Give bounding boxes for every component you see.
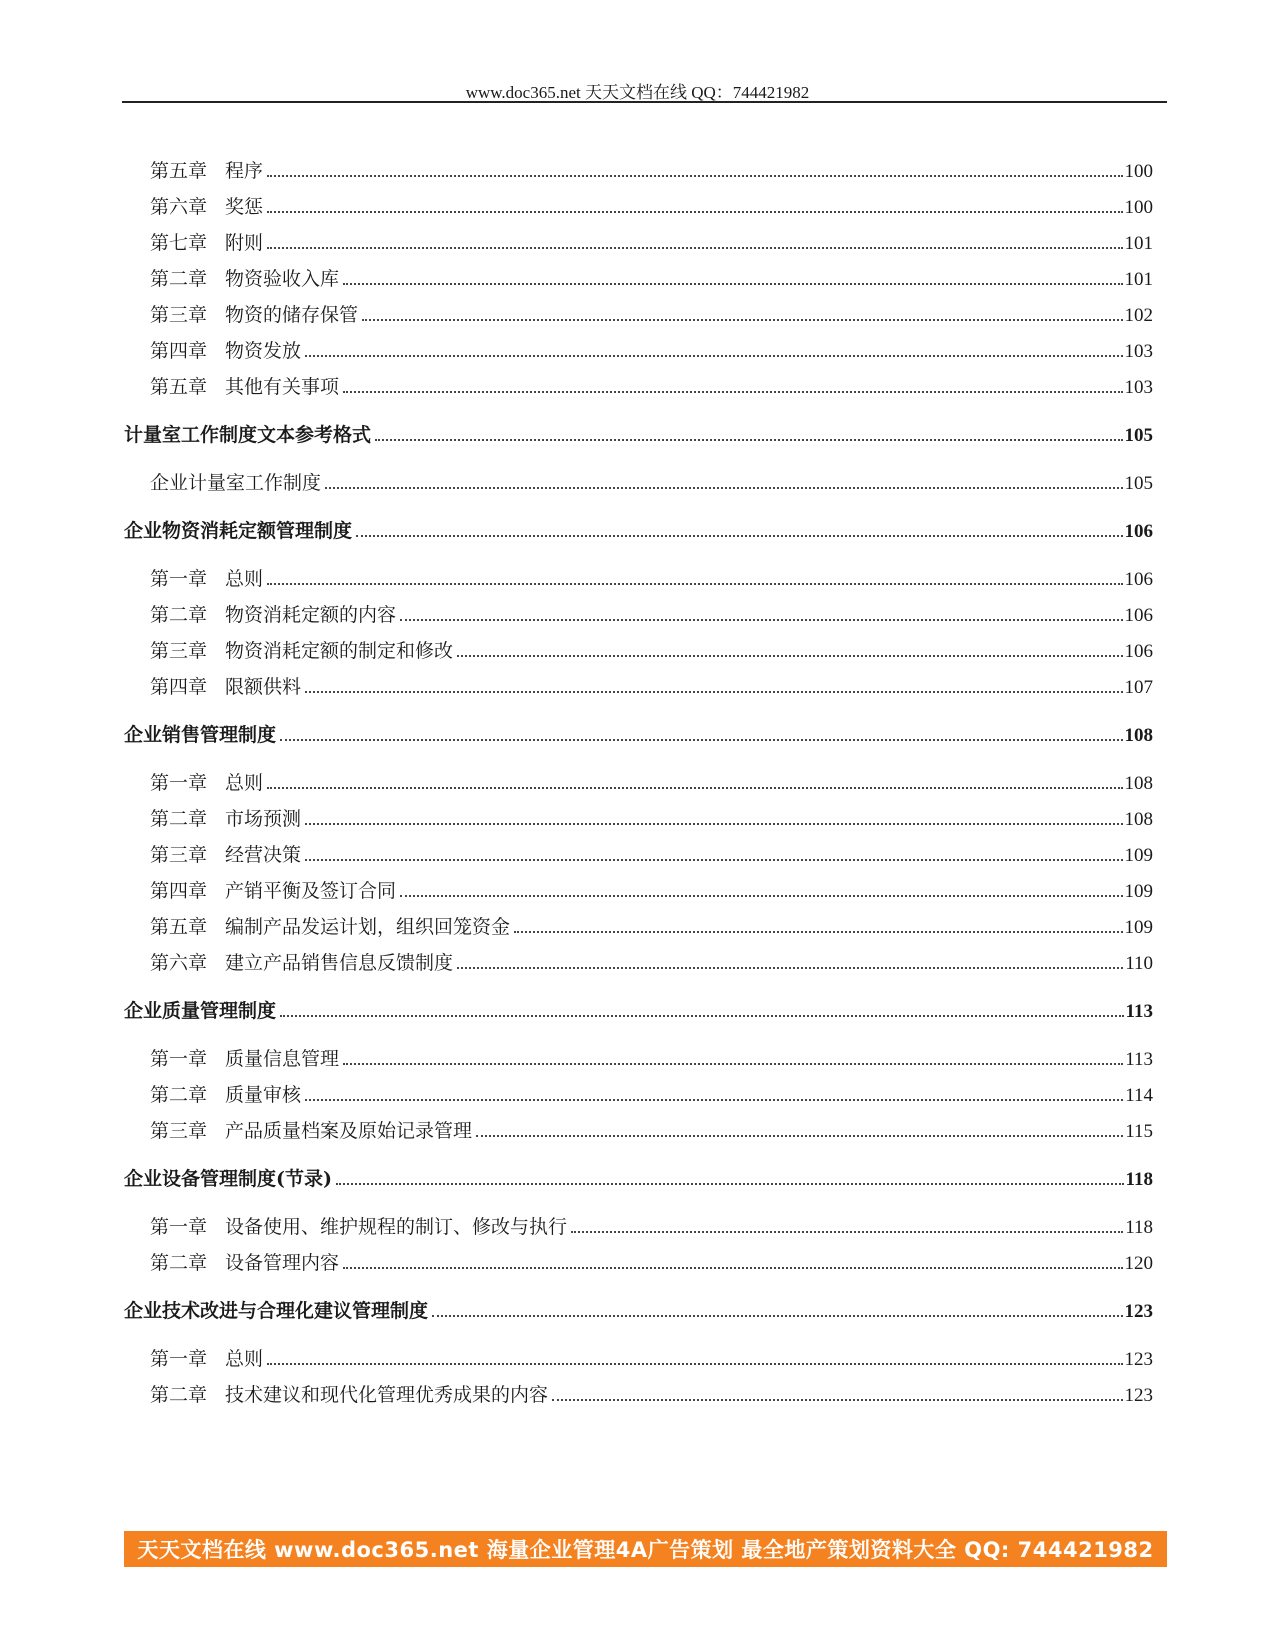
toc-page-number: 113 xyxy=(1125,1001,1153,1022)
toc-section-entry[interactable] xyxy=(124,720,1153,747)
toc-chapter-number: 第四章 xyxy=(150,340,208,362)
toc-page-number: 109 xyxy=(1124,917,1153,938)
toc-chapter-entry[interactable] xyxy=(150,840,1153,867)
toc-page-number: 118 xyxy=(1125,1217,1153,1238)
toc-dot-leader xyxy=(343,1063,1123,1065)
toc-dot-leader xyxy=(571,1231,1123,1233)
toc-chapter-entry[interactable] xyxy=(150,768,1153,795)
toc-chapter-number: 第二章 xyxy=(150,604,208,626)
toc-entry-title: 总则 xyxy=(225,1348,264,1370)
toc-chapter-entry[interactable] xyxy=(150,1380,1153,1407)
toc-chapter-number: 第一章 xyxy=(150,1048,208,1070)
toc-page-number: 109 xyxy=(1124,845,1153,866)
toc-page-number: 101 xyxy=(1124,233,1153,254)
toc-section-entry[interactable] xyxy=(124,996,1153,1023)
toc-chapter-number: 第六章 xyxy=(150,196,208,218)
toc-chapter-entry[interactable] xyxy=(150,1116,1153,1143)
toc-page-number: 100 xyxy=(1124,197,1153,218)
toc-chapter-number: 第一章 xyxy=(150,1348,208,1370)
toc-entry-title: 建立产品销售信息反馈制度 xyxy=(225,952,454,974)
page-header: www.doc365.net 天天文档在线 QQ：744421982 xyxy=(465,83,810,102)
toc-dot-leader xyxy=(362,319,1122,321)
toc-chapter-entry[interactable] xyxy=(150,468,1153,495)
toc-chapter-number: 第六章 xyxy=(150,952,208,974)
toc-chapter-number: 第五章 xyxy=(150,160,208,182)
toc-entry-title: 企业计量室工作制度 xyxy=(150,472,322,494)
toc-chapter-entry[interactable] xyxy=(150,804,1153,831)
toc-dot-leader xyxy=(336,1183,1124,1185)
toc-page-number: 114 xyxy=(1125,1085,1153,1106)
toc-entry-title: 其他有关事项 xyxy=(225,376,340,398)
toc-dot-leader xyxy=(325,487,1122,489)
toc-chapter-number: 第二章 xyxy=(150,268,208,290)
toc-section-entry[interactable] xyxy=(124,1296,1153,1323)
toc-chapter-entry[interactable] xyxy=(150,1248,1153,1275)
toc-entry-title: 设备管理内容 xyxy=(225,1252,340,1274)
toc-chapter-entry[interactable] xyxy=(150,636,1153,663)
toc-chapter-number: 第一章 xyxy=(150,568,208,590)
toc-page-number: 100 xyxy=(1124,161,1153,182)
toc-chapter-entry[interactable] xyxy=(150,156,1153,183)
toc-entry-title: 程序 xyxy=(225,160,264,182)
toc-page-number: 110 xyxy=(1125,953,1153,974)
toc-chapter-number: 第五章 xyxy=(150,376,208,398)
toc-dot-leader xyxy=(280,739,1122,741)
toc-entry-title: 物资验收入库 xyxy=(225,268,340,290)
toc-chapter-entry[interactable] xyxy=(150,564,1153,591)
toc-dot-leader xyxy=(305,823,1122,825)
toc-chapter-entry[interactable] xyxy=(150,876,1153,903)
toc-entry-title: 市场预测 xyxy=(225,808,302,830)
toc-entry-title: 物资的储存保管 xyxy=(225,304,359,326)
toc-entry-title: 设备使用、维护规程的制订、修改与执行 xyxy=(225,1216,568,1238)
toc-chapter-number: 第一章 xyxy=(150,772,208,794)
toc-dot-leader xyxy=(356,535,1122,537)
toc-dot-leader xyxy=(457,655,1122,657)
toc-entry-title: 质量信息管理 xyxy=(225,1048,340,1070)
toc-chapter-entry[interactable] xyxy=(150,1212,1153,1239)
toc-chapter-number: 第三章 xyxy=(150,640,208,662)
toc-dot-leader xyxy=(343,391,1122,393)
toc-entry-title: 限额供料 xyxy=(225,676,302,698)
toc-chapter-number: 第二章 xyxy=(150,1084,208,1106)
footer-banner[interactable]: 天天文档在线 www.doc365.net 海量企业管理4A广告策划 最全地产策划资料大全 QQ: 744421982 xyxy=(124,1531,1167,1567)
toc-page-number: 103 xyxy=(1124,377,1153,398)
toc-entry-title: 物资消耗定额的制定和修改 xyxy=(225,640,454,662)
toc-chapter-number: 第一章 xyxy=(150,1216,208,1238)
toc-dot-leader xyxy=(476,1135,1123,1137)
toc-chapter-number: 第七章 xyxy=(150,232,208,254)
toc-page-number: 108 xyxy=(1124,725,1153,746)
toc-chapter-entry[interactable] xyxy=(150,1080,1153,1107)
toc-chapter-entry[interactable] xyxy=(150,228,1153,255)
toc-page-number: 106 xyxy=(1124,569,1153,590)
toc-entry-title: 企业技术改进与合理化建议管理制度 xyxy=(124,1300,429,1322)
toc-section-entry[interactable] xyxy=(124,516,1153,543)
toc-dot-leader xyxy=(267,175,1122,177)
toc-dot-leader xyxy=(280,1015,1124,1017)
toc-chapter-number: 第三章 xyxy=(150,1120,208,1142)
toc-chapter-entry[interactable] xyxy=(150,192,1153,219)
toc-page-number: 123 xyxy=(1124,1301,1153,1322)
toc-page-number: 103 xyxy=(1124,341,1153,362)
toc-chapter-number: 第二章 xyxy=(150,1384,208,1406)
toc-page-number: 123 xyxy=(1124,1349,1153,1370)
toc-page-number: 105 xyxy=(1124,473,1153,494)
toc-entry-title: 企业物资消耗定额管理制度 xyxy=(124,520,353,542)
toc-entry-title: 计量室工作制度文本参考格式 xyxy=(124,424,372,446)
toc-entry-title: 企业设备管理制度(节录) xyxy=(124,1168,332,1190)
toc-page-number: 102 xyxy=(1124,305,1153,326)
toc-entry-title: 奖惩 xyxy=(225,196,264,218)
toc-chapter-entry[interactable] xyxy=(150,372,1153,399)
toc-chapter-entry[interactable] xyxy=(150,1344,1153,1371)
toc-dot-leader xyxy=(457,967,1123,969)
toc-dot-leader xyxy=(267,211,1122,213)
toc-dot-leader xyxy=(305,691,1122,693)
toc-chapter-entry[interactable] xyxy=(150,948,1153,975)
toc-section-entry[interactable] xyxy=(124,420,1153,447)
toc-entry-title: 产品质量档案及原始记录管理 xyxy=(225,1120,473,1142)
toc-chapter-number: 第四章 xyxy=(150,676,208,698)
toc-chapter-entry[interactable] xyxy=(150,672,1153,699)
toc-entry-title: 经营决策 xyxy=(225,844,302,866)
toc-chapter-entry[interactable] xyxy=(150,264,1153,291)
toc-page-number: 105 xyxy=(1124,425,1153,446)
toc-page-number: 118 xyxy=(1125,1169,1153,1190)
toc-page-number: 109 xyxy=(1124,881,1153,902)
toc-chapter-entry[interactable] xyxy=(150,600,1153,627)
toc-section-entry[interactable] xyxy=(124,1164,1153,1191)
toc-chapter-entry[interactable] xyxy=(150,912,1153,939)
toc-entry-title: 物资消耗定额的内容 xyxy=(225,604,397,626)
toc-chapter-number: 第三章 xyxy=(150,844,208,866)
toc-dot-leader xyxy=(267,1363,1122,1365)
toc-page-number: 115 xyxy=(1125,1121,1153,1142)
toc-entry-title: 企业质量管理制度 xyxy=(124,1000,277,1022)
toc-entry-title: 技术建议和现代化管理优秀成果的内容 xyxy=(225,1384,549,1406)
toc-page-number: 108 xyxy=(1124,809,1153,830)
toc-dot-leader xyxy=(267,787,1122,789)
toc-page-number: 120 xyxy=(1124,1253,1153,1274)
toc-dot-leader xyxy=(343,283,1122,285)
toc-entry-title: 总则 xyxy=(225,568,264,590)
toc-chapter-entry[interactable] xyxy=(150,336,1153,363)
toc-page-number: 106 xyxy=(1124,641,1153,662)
toc-chapter-number: 第二章 xyxy=(150,808,208,830)
toc-page-number: 106 xyxy=(1124,605,1153,626)
toc-page-number: 123 xyxy=(1124,1385,1153,1406)
toc-entry-title: 附则 xyxy=(225,232,264,254)
toc-chapter-number: 第三章 xyxy=(150,304,208,326)
toc-dot-leader xyxy=(267,583,1122,585)
toc-dot-leader xyxy=(305,355,1122,357)
toc-chapter-number: 第四章 xyxy=(150,880,208,902)
toc-dot-leader xyxy=(400,895,1122,897)
toc-dot-leader xyxy=(305,1099,1123,1101)
toc-chapter-number: 第二章 xyxy=(150,1252,208,1274)
toc-entry-title: 物资发放 xyxy=(225,340,302,362)
toc-dot-leader xyxy=(514,931,1122,933)
toc-dot-leader xyxy=(375,439,1122,441)
toc-chapter-entry[interactable] xyxy=(150,1044,1153,1071)
toc-entry-title: 企业销售管理制度 xyxy=(124,724,277,746)
toc-page-number: 101 xyxy=(1124,269,1153,290)
toc-dot-leader xyxy=(267,247,1122,249)
toc-dot-leader xyxy=(400,619,1122,621)
toc-dot-leader xyxy=(343,1267,1122,1269)
toc-chapter-number: 第五章 xyxy=(150,916,208,938)
toc-dot-leader xyxy=(432,1315,1122,1317)
toc-page-number: 113 xyxy=(1125,1049,1153,1070)
toc-page-number: 108 xyxy=(1124,773,1153,794)
toc-entry-title: 产销平衡及签订合同 xyxy=(225,880,397,902)
toc-dot-leader xyxy=(305,859,1122,861)
toc-entry-title: 编制产品发运计划，组织回笼资金 xyxy=(225,916,511,938)
toc-entry-title: 总则 xyxy=(225,772,264,794)
toc-dot-leader xyxy=(552,1399,1122,1401)
toc-page-number: 107 xyxy=(1124,677,1153,698)
toc-chapter-entry[interactable] xyxy=(150,300,1153,327)
toc-page-number: 106 xyxy=(1124,521,1153,542)
toc-entry-title: 质量审核 xyxy=(225,1084,302,1106)
